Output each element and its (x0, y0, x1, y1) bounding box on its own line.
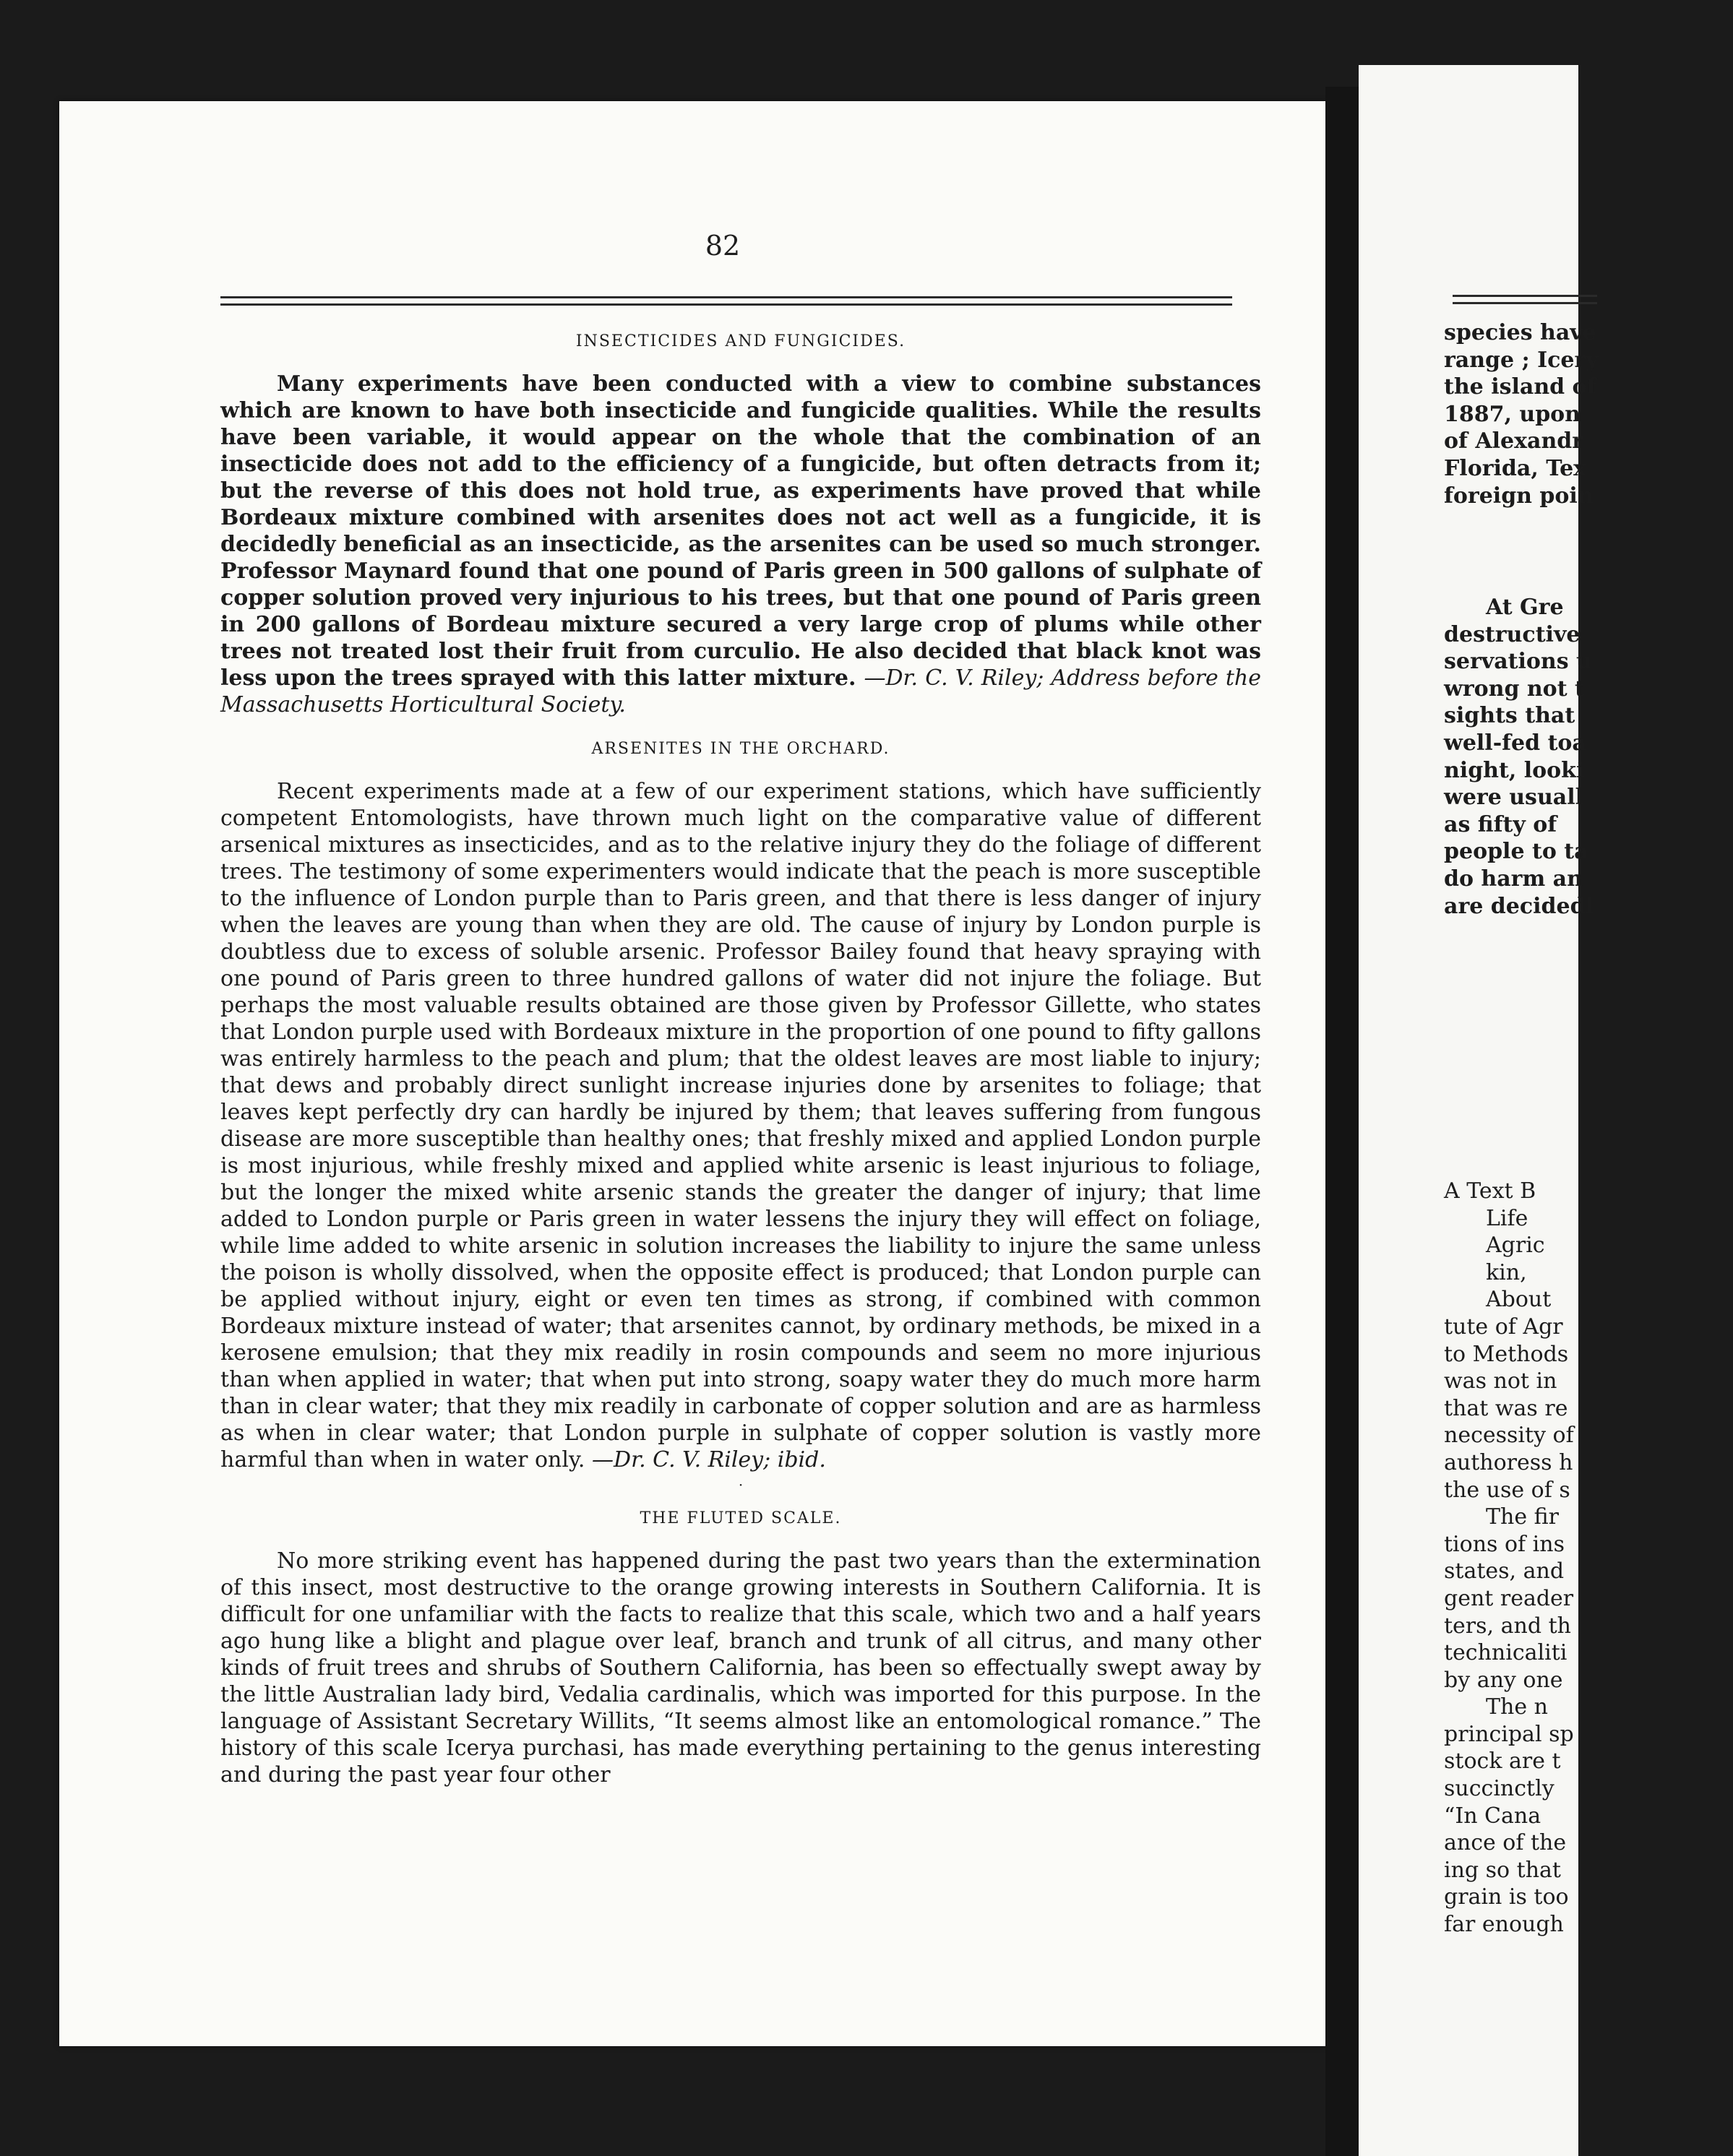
book-gutter (1325, 87, 1359, 2156)
fragment-line: succinctly (1444, 1776, 1554, 1802)
page-content (220, 332, 1261, 1788)
section-heading: INSECTICIDES AND FUNGICIDES. (575, 332, 906, 350)
fragment-line: foreign poin (1444, 483, 1594, 509)
fragment-line: tute of Agr (1444, 1314, 1563, 1340)
paragraph-text: No more striking event has happened during the past two years than the extermination of this insect, most destructive to the orange growing interests in Southern California. It is difficult for one unfamiliar with the facts to realize that this scale, which two and a half years ago hung like a blight and plague over leaf, branch and trunk of all citrus, and many other kinds of fruit trees and shrubs of Southern California, has been so effectually swept away by the little Australian lady bird, Vedalia cardinalis, which was imported for this purpose. In the language of Assistant Secretary Willits, “It seems almost like an entomological romance.” The history of this scale Icerya purchasi, has made everything pertaining to the genus interesting and during the past year four other (220, 1548, 1261, 1788)
fragment-line: was not in (1444, 1368, 1557, 1394)
paragraph-text: Recent experiments made at a few of our experiment stations, which have sufficiently competent Entomologists, have thrown much light on the comparative value of different arsenical mixtures as insecticides, and as to the relative injury they do the foliage of different trees. The testimony of some experimenters would indicate that the peach is more susceptible to the influence of London purple than to Paris green, and that there is less danger of injury when the leaves are young than when they are old. The cause of injury by London purple is doubtless due to excess of soluble arsenic. Professor Bailey found that heavy spraying with one pound of Paris green to three hundred gallons of water did not injure the foliage. But perhaps the most valuable results obtained are those given by Professor Gillette, who states that London purple used with Bordeaux mixture in the proportion of one pound to fifty gallons was entirely harmless to the peach and plum; that the oldest leaves are most liable to injury; that dews and probably direct sunlight increase injuries done by arsenites to foliage; that leaves kept perfectly dry can hardly be injured by them; that leaves suffering from fungous disease are more susceptible than healthy ones; that freshly mixed and applied London purple is most injurious, while freshly mixed and applied white arsenic is least injurious to foliage, but the longer the mixed white arsenic stands the greater the danger of injury; that lime added to London purple or Paris green in water lessens the injury they will effect on foliage, while lime added to white arsenic in solution increases the liability to injure the same unless the poison is wholly dissolved, when the opposite effect is produced; that London purple can be applied without injury, eight or even ten times as strong, if combined with common Bordeaux mixture instead of water; that arsenites cannot, by ordinary methods, be mixed in a kerosene emulsion; that they mix readily in rosin compounds and seem no more injurious than when applied in water; that when put into strong, soapy water they do much more harm than in clear water; that they mix readily in carbonate of copper solution and are as harmless as when in clear water; that London purple in sulphate of copper solution is vastly more harmful than when in water only. (220, 779, 1261, 1472)
fragment-line: 1887, upon (1444, 401, 1581, 427)
fragment-line: “In Cana (1444, 1803, 1541, 1829)
fragment-line: of Alexandr (1444, 428, 1584, 454)
fragment-line: A Text B (1444, 1178, 1536, 1204)
fragment-line: far enough (1444, 1912, 1564, 1938)
citation: —Dr. C. V. Riley; ibid. (592, 1447, 826, 1472)
fragment-line: stock are t (1444, 1748, 1561, 1775)
section-heading: THE FLUTED SCALE. (640, 1509, 842, 1527)
fragment-line: people to ta (1444, 839, 1588, 865)
section-paragraph (220, 371, 1261, 718)
right-fragment-2 (1444, 594, 1733, 920)
header-rule (220, 303, 1232, 306)
fragment-line: ters, and th (1444, 1613, 1571, 1639)
fragment-line: Florida, Tex (1444, 455, 1587, 481)
fragment-line: necessity of (1444, 1423, 1574, 1449)
citation: —Dr. C. V. Riley; Address before the Massachusetts Horticultural Society. (220, 665, 1262, 717)
section-arsenites (220, 740, 1261, 1473)
separator-dot: · (738, 1476, 744, 1493)
fragment-line: authoress h (1444, 1449, 1573, 1475)
section-paragraph (220, 778, 1261, 1473)
right-fragment-1 (1444, 319, 1733, 509)
fragment-line: The n (1486, 1694, 1548, 1720)
fragment-line: The fir (1486, 1504, 1559, 1530)
right-fragment-3 (1444, 1178, 1733, 1939)
fragment-line: as fifty of (1444, 811, 1557, 837)
fragment-line: to Methods (1444, 1341, 1569, 1367)
header-rule (1453, 302, 1597, 304)
fragment-line: are decidedl (1444, 893, 1594, 919)
fragment-line: principal sp (1444, 1721, 1574, 1747)
section-heading: ARSENITES IN THE ORCHARD. (591, 740, 890, 758)
fragment-line: do harm an (1444, 866, 1583, 892)
page-number: 82 (705, 230, 741, 262)
fragment-line: ance of the (1444, 1830, 1567, 1856)
right-page (1359, 65, 1599, 2156)
fragment-line: At Gre (1486, 595, 1564, 620)
fragment-line: Life (1486, 1205, 1528, 1231)
fragment-line: the use of s (1444, 1477, 1570, 1503)
fragment-line: species have (1444, 320, 1596, 345)
fragment-line: by any one (1444, 1667, 1563, 1693)
fragment-line: About (1486, 1287, 1552, 1313)
fragment-line: well-fed toa (1444, 730, 1586, 756)
header-rule (1453, 295, 1597, 297)
fragment-line: gent reader (1444, 1585, 1574, 1611)
fragment-line: states, and (1444, 1558, 1565, 1584)
fragment-line: wrong not t (1444, 676, 1585, 702)
fragment-line: night, looki (1444, 757, 1585, 783)
fragment-line: Agric (1486, 1233, 1545, 1259)
fragment-line: tions of ins (1444, 1531, 1565, 1557)
section-insecticides (220, 332, 1261, 718)
fragment-line: grain is too (1444, 1884, 1569, 1910)
fragment-line: destructive (1444, 621, 1581, 647)
fragment-line: ing so that (1444, 1857, 1561, 1883)
fragment-line: sights that (1444, 703, 1575, 729)
fragment-line: that was re (1444, 1395, 1568, 1421)
section-paragraph (220, 1548, 1261, 1788)
paragraph-text: Many experiments have been conducted with a view to combine substances which are known to have both insecticide and fungicide qualities. While the results have been variable, it would appear on the whole that the combination of an insecticide does not add to the efficiency of a fungicide, but often detracts from it; but the reverse of this does not hold true, as experiments have proved that while Bordeaux mixture combined with arsenites does not act well as a fungicide, it is decidedly beneficial as an insecticide, as the arsenites can be used so much stronger. Professor Maynard found that one pound of Paris green in 500 gallons of sulphate of copper solution proved very injurious to his trees, but that one pound of Paris green in 200 gallons of Bordeau mixture secured a very large crop of plums while other trees not treated lost their fruit from curculio. He also decided that black knot was less upon the trees sprayed with this latter mixture. (220, 371, 1261, 691)
header-rule (220, 296, 1232, 298)
section-fluted-scale (220, 1509, 1261, 1788)
fragment-line: servations u (1444, 649, 1592, 675)
fragment-line: range ; Icery (1444, 347, 1599, 373)
fragment-line: were usuall (1444, 785, 1583, 811)
fragment-line: the island of (1444, 374, 1596, 400)
fragment-line: kin, (1486, 1259, 1527, 1285)
fragment-line: technicaliti (1444, 1640, 1568, 1666)
